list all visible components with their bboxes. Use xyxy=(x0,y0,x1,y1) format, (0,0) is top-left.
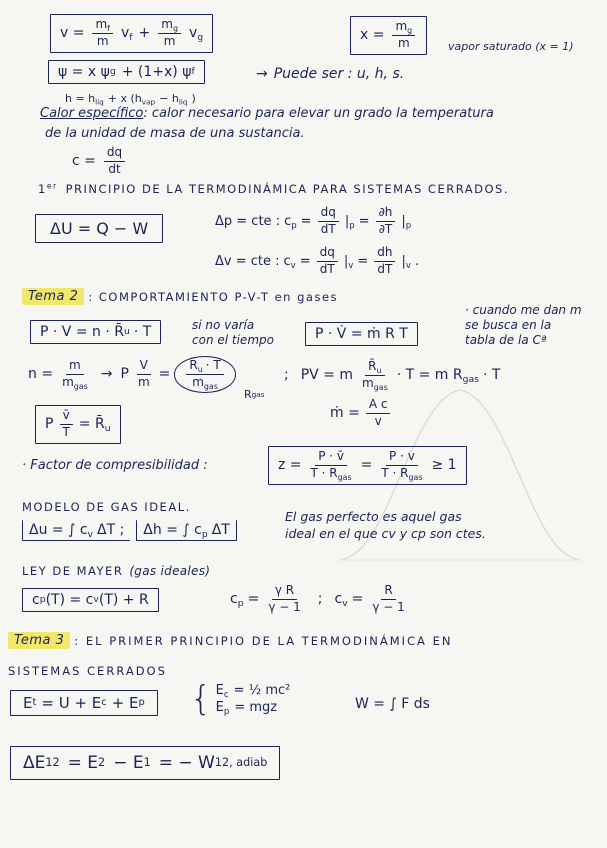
subscript: vap xyxy=(141,97,156,107)
denominator-text: m xyxy=(62,374,74,389)
fraction xyxy=(186,359,223,390)
arrow-icon: → xyxy=(256,66,268,82)
formula-text: h = h xyxy=(65,92,96,105)
denominator: m xyxy=(163,33,176,48)
tema3-heading xyxy=(8,632,452,649)
energy-components xyxy=(190,679,291,719)
evaluation-bar xyxy=(345,214,355,229)
first-law-equation: ΔU = Q − W xyxy=(35,214,163,243)
denominator: v xyxy=(374,413,382,428)
formula-part: + (1+x) ψ xyxy=(121,64,192,80)
subscript: p xyxy=(349,220,355,231)
note-line: con el tiempo xyxy=(192,333,274,347)
variable-text: c xyxy=(283,253,291,269)
energy-balance-box: ΔE 12 = E 2 − E 1 = − W 12, adiab xyxy=(10,746,280,780)
operator: = xyxy=(300,213,312,229)
denominator: m xyxy=(397,35,410,50)
property-note xyxy=(256,66,404,82)
ordinal-number: 1 xyxy=(38,182,47,196)
cv-definition xyxy=(215,246,419,277)
subscript: g xyxy=(172,23,178,33)
numerator-text: m xyxy=(95,17,108,31)
fraction xyxy=(59,409,72,440)
ordinal-suffix: er xyxy=(46,181,58,191)
formula-text: = − W xyxy=(158,753,215,773)
ideal-gas-energy-relations xyxy=(22,520,237,541)
operator: = xyxy=(351,591,364,608)
formula-text: − E xyxy=(113,753,144,773)
energy-components-list xyxy=(216,682,291,716)
numerator-text: R̄ xyxy=(368,359,377,373)
denominator: m xyxy=(96,33,109,48)
fraction xyxy=(158,18,181,49)
denominator: dT xyxy=(320,221,336,236)
numerator: V xyxy=(137,359,151,375)
heading-text: : COMPORTAMIENTO P-V-T en gases xyxy=(88,289,339,304)
fraction xyxy=(59,359,91,390)
numerator: m xyxy=(66,359,84,375)
denominator-text: T · R xyxy=(381,465,409,480)
mixture-specific-volume-formula xyxy=(50,14,213,53)
steady-flow-note xyxy=(192,318,274,348)
variable xyxy=(284,254,296,269)
brace: { xyxy=(190,679,212,719)
separator: ; xyxy=(284,367,289,384)
gas-constant-label: R gas xyxy=(244,388,265,401)
numerator: P · v̄ xyxy=(315,450,347,466)
subscript: p xyxy=(223,707,230,717)
denominator-text: T · R xyxy=(310,465,338,480)
operator: = xyxy=(357,253,369,269)
specific-heat-formula xyxy=(72,146,127,177)
fraction xyxy=(392,20,415,51)
formula-lhs: v = xyxy=(60,25,85,42)
ideal-gas-model-heading: MODELO DE GAS IDEAL. xyxy=(22,500,191,514)
formula-lhs: ṁ = xyxy=(330,405,360,422)
variable-text: c xyxy=(334,591,343,608)
specific-heat-definition-line2: de la unidad de masa de una sustancia. xyxy=(45,126,305,141)
work-formula: W = ∫ F ds xyxy=(355,696,430,712)
heading-text: : EL PRIMER PRINCIPIO DE LA TERMODINÁMICA EN xyxy=(74,633,453,648)
subscript: c xyxy=(223,690,229,700)
denominator: T xyxy=(62,424,70,439)
denominator-text: m xyxy=(192,374,204,389)
subscript: gas xyxy=(373,382,388,392)
subscript: v xyxy=(87,529,93,541)
denominator-text: m xyxy=(362,375,374,390)
numerator-text: m xyxy=(161,17,173,31)
specific-heats-gamma-relations xyxy=(230,584,410,615)
fraction xyxy=(92,18,113,49)
denominator xyxy=(189,375,221,390)
subscript: gas xyxy=(462,374,479,386)
cp-definition xyxy=(215,206,411,237)
numerator xyxy=(392,20,415,36)
numerator: dq xyxy=(317,246,338,262)
kinetic-energy-formula xyxy=(216,682,291,699)
operator: + xyxy=(138,25,151,42)
fraction xyxy=(366,398,391,429)
table-lookup-note xyxy=(465,303,582,348)
note-line: El gas perfecto es aquel gas xyxy=(285,509,462,524)
bar: | xyxy=(401,253,406,269)
numerator-text: R̄ xyxy=(189,358,198,372)
subscript: f xyxy=(129,32,133,44)
subscript: g xyxy=(407,25,413,35)
note-line: · cuando me dan m xyxy=(465,303,582,317)
formula-text: ΔE xyxy=(23,753,46,773)
formula-part xyxy=(108,92,155,105)
condition: Δp = cte : xyxy=(215,213,281,229)
formula-lhs: c = xyxy=(72,153,96,170)
subscript: liq xyxy=(178,97,188,107)
tema2-heading xyxy=(22,288,338,305)
evaluation-bar xyxy=(401,214,411,229)
operator: = xyxy=(358,213,370,229)
formula-text: Δh = ∫ c xyxy=(143,522,202,538)
subscript: v xyxy=(405,260,411,271)
numerator: ∂h xyxy=(376,206,396,222)
numerator: dh xyxy=(374,246,395,262)
compressibility-label: · Factor de compresibilidad : xyxy=(22,458,208,473)
separator: ; xyxy=(317,591,323,608)
tema2-label: Tema 2 xyxy=(22,288,84,305)
evaluation-bar xyxy=(344,254,353,269)
subscript: u xyxy=(104,423,111,435)
perfect-gas-note xyxy=(285,508,486,542)
formula-text: − h xyxy=(159,92,179,105)
property-note-text: Puede ser : u, h, s. xyxy=(273,66,405,82)
specific-heat-term: Calor específico xyxy=(40,106,144,121)
formula-lhs: n = xyxy=(28,366,54,383)
note-line: tabla de la Cª xyxy=(465,333,547,347)
formula-text: PV = m xyxy=(300,367,354,384)
operator: = xyxy=(360,457,373,474)
formula-text: + E xyxy=(111,694,139,712)
definition-text: : calor necesario para elevar un grado la temperatura xyxy=(143,106,494,121)
enthalpy-mixture-formula xyxy=(65,92,196,105)
fraction xyxy=(374,246,395,277)
subscript: v xyxy=(342,598,348,610)
fraction xyxy=(376,206,396,237)
variable-text: c xyxy=(284,213,292,229)
formula-text: · T xyxy=(133,324,152,340)
numerator: dq xyxy=(318,206,339,222)
bar: | xyxy=(343,253,349,269)
subscript: p xyxy=(405,220,412,231)
variable-text: c xyxy=(230,591,238,608)
numerator: P · v xyxy=(386,450,418,466)
subscript: gas xyxy=(337,472,352,482)
bar: | xyxy=(401,213,406,229)
compressibility-factor-box xyxy=(268,446,467,485)
formula-text: = U + E xyxy=(41,694,102,712)
heading-text: PRINCIPIO DE LA TERMODINÁMICA PARA SISTEMAS CERRADOS. xyxy=(65,182,509,196)
note-line: ideal en el que cv y cp son ctes. xyxy=(285,526,486,541)
formula-text: = E xyxy=(67,753,99,773)
moles-relation xyxy=(28,356,236,393)
formula-part: ψ = x ψ xyxy=(58,64,110,80)
formula-lhs: x = xyxy=(360,27,385,44)
fraction xyxy=(369,584,407,615)
numerator xyxy=(186,359,223,375)
fraction xyxy=(378,450,425,481)
subscript: u xyxy=(197,364,203,374)
saturated-vapor-note: vapor saturado (x = 1) xyxy=(448,40,574,53)
heading-text: LEY DE MAYER xyxy=(22,564,124,578)
subscript: p xyxy=(237,598,244,610)
subscript: v xyxy=(348,260,354,271)
mass-flow-formula xyxy=(330,398,392,429)
tema3-label: Tema 3 xyxy=(8,632,70,649)
formula-text: c xyxy=(32,592,40,608)
variable xyxy=(334,591,348,610)
mayer-relation-box: c p (T) = c v (T) + R xyxy=(22,588,159,612)
formula-part xyxy=(78,416,111,435)
subscript: gas xyxy=(73,381,88,391)
fraction xyxy=(104,146,125,177)
pressure-symbol: P xyxy=(120,366,129,383)
subscript: p xyxy=(201,529,208,541)
subscript: g xyxy=(197,32,204,44)
numerator: R xyxy=(381,584,395,600)
total-energy-box: E t = U + E c + E p xyxy=(10,690,158,716)
operator: = xyxy=(247,591,260,608)
molar-ideal-gas-box xyxy=(35,405,121,444)
variable xyxy=(284,214,297,229)
internal-energy-relation xyxy=(22,520,130,541)
denominator: ∂T xyxy=(378,221,393,236)
numerator-text: m xyxy=(395,19,408,33)
operator: = xyxy=(158,366,171,383)
fraction xyxy=(135,359,153,390)
subscript: u xyxy=(376,365,382,375)
bar: | xyxy=(344,213,350,229)
fraction xyxy=(308,450,355,481)
condition: Δv = cte : xyxy=(215,253,280,269)
formula-text: = mgz xyxy=(234,700,278,715)
denominator: m xyxy=(137,374,150,389)
mass-form-ideal-gas-law xyxy=(284,360,500,391)
numerator xyxy=(158,18,181,34)
ordinal xyxy=(38,182,58,196)
subscript: p xyxy=(291,220,297,231)
variable xyxy=(120,25,133,44)
formula-text: R xyxy=(244,388,252,401)
denominator: dt xyxy=(108,161,121,176)
formula-text: Δu = ∫ c xyxy=(29,522,88,538)
formula-text: ΔT xyxy=(211,522,230,538)
formula-lhs: z = xyxy=(278,457,302,474)
tema3-heading-line2: SISTEMAS CERRADOS xyxy=(8,664,167,678)
fraction xyxy=(359,360,391,391)
operator: = xyxy=(299,253,311,269)
variable-text: v xyxy=(120,25,130,42)
ideal-gas-flow-law-box: P · V̇ = ṁ R T xyxy=(305,322,418,346)
denominator: γ − 1 xyxy=(268,599,301,614)
arrow-icon: → xyxy=(100,366,113,383)
denominator xyxy=(308,466,355,481)
denominator xyxy=(59,375,91,390)
subscript: liq xyxy=(95,97,104,107)
formula-text: E xyxy=(215,700,224,715)
formula-text: (T) = c xyxy=(45,592,94,608)
quality-definition-formula xyxy=(350,16,427,55)
numerator: v̄ xyxy=(60,409,73,425)
variable xyxy=(189,25,204,44)
denominator xyxy=(359,376,391,391)
evaluation-bar xyxy=(401,254,410,269)
formula-text: + x (h xyxy=(107,92,142,105)
numerator: A c xyxy=(366,398,391,414)
variable-text: v xyxy=(189,25,198,42)
subscript: gas xyxy=(408,472,423,482)
period: . xyxy=(414,253,420,269)
formula-part xyxy=(65,92,104,105)
formula-text: = ½ mc² xyxy=(233,683,291,698)
denominator xyxy=(378,466,425,481)
variable xyxy=(230,591,244,610)
denominator: γ − 1 xyxy=(372,599,405,614)
note-line: se busca en la xyxy=(465,318,552,332)
numerator xyxy=(92,18,113,34)
mayer-law-heading xyxy=(22,564,210,578)
note-line: si no varía xyxy=(192,318,255,332)
formula-text: · T xyxy=(482,367,501,384)
formula-text: ≥ 1 xyxy=(431,457,457,474)
potential-energy-formula xyxy=(216,699,291,716)
denominator: dT xyxy=(377,261,393,276)
subscript: gas xyxy=(203,381,218,391)
formula-text: ) xyxy=(191,92,196,105)
subscript: f xyxy=(107,23,110,33)
formula-part xyxy=(396,367,479,386)
formula-part xyxy=(159,92,187,105)
pressure-symbol: P xyxy=(45,416,54,433)
denominator: dT xyxy=(319,261,335,276)
formula-text: ΔT ; xyxy=(97,522,125,538)
formula-text: E xyxy=(23,694,33,712)
formula-text: · T = m R xyxy=(396,367,463,384)
enthalpy-relation xyxy=(136,520,237,541)
circled-gas-constant-group xyxy=(174,356,235,393)
formula-text: P · V = n · R̄ xyxy=(40,324,124,340)
fraction xyxy=(265,584,303,615)
fraction xyxy=(317,246,338,277)
formula-text: E xyxy=(215,683,224,698)
formula-text: = R̄ xyxy=(78,416,105,433)
numerator: dq xyxy=(104,146,125,162)
heading-qualifier: (gas ideales) xyxy=(129,564,211,578)
subscript: v xyxy=(290,260,296,271)
numerator: γ R xyxy=(272,584,297,600)
formula-text: (T) + R xyxy=(98,592,149,608)
first-law-heading xyxy=(38,182,509,196)
fraction xyxy=(318,206,339,237)
specific-heat-definition-line1 xyxy=(40,106,494,121)
numerator xyxy=(365,360,384,376)
numerator-text: · T xyxy=(205,358,221,372)
property-mixture-formula: ψ = x ψ g + (1+x) ψ f xyxy=(48,60,205,84)
ideal-gas-law-box: P · V = n · R̄ u · T xyxy=(30,320,161,344)
